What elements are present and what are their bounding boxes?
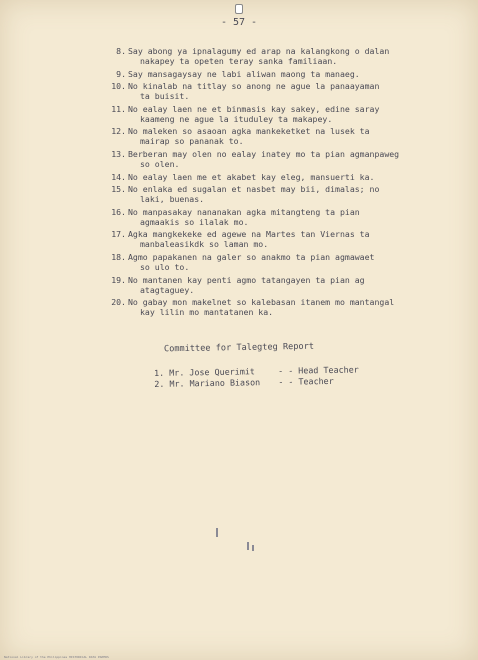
item-text-line: No kinalab na titlay so anong ne ague la panaayaman	[128, 81, 380, 92]
list-item	[106, 184, 446, 204]
item-text-line: No ealay laen me et akabet kay eleg, mansuerti ka.	[128, 171, 375, 182]
item-number: 13.	[111, 148, 126, 159]
list-item	[106, 149, 446, 169]
item-text-line: Agka mangkekeke ed agewe na Martes tan Viernas ta	[128, 229, 370, 240]
item-text-line: mairap so pananak to.	[140, 136, 244, 147]
item-text-line: Agmo papakanen na galer so anakmo ta pian agmawaet	[128, 251, 375, 262]
item-text-line: No maleken so asaoan agka mankeketket na lusek ta	[128, 126, 370, 137]
item-text-line: kaameng ne ague la ituduley ta makapey.	[140, 113, 333, 124]
list-item	[106, 104, 446, 124]
committee-member-row	[154, 375, 359, 390]
item-text-line: agmaakis so ilalak mo.	[140, 216, 249, 227]
committee-members	[154, 364, 359, 390]
list-item	[106, 172, 446, 182]
item-text-line: so olen.	[140, 158, 180, 169]
superstition-list	[106, 46, 446, 320]
list-item	[106, 275, 446, 295]
member-name: 1. Mr. Jose Querimit	[154, 366, 256, 378]
item-number: 19.	[111, 274, 126, 285]
member-role: - - Head Teacher	[277, 364, 359, 376]
item-text-line: atagtaguey.	[140, 284, 195, 295]
member-role: - - Teacher	[278, 375, 334, 387]
item-number: 18.	[111, 251, 126, 262]
item-number: 16.	[111, 206, 126, 217]
list-item	[106, 297, 446, 317]
item-text-line: No mantanen kay penti agmo tatangayen ta pian ag	[128, 274, 365, 285]
item-text-line: No ealay laen ne et binmasis kay sakey, edine saray	[128, 103, 380, 114]
item-number: 11.	[111, 103, 126, 114]
item-text-line: so ulo to.	[140, 261, 190, 272]
archive-footer: National Library of the Philippines HISTORICAL DATA PAPERS	[4, 655, 109, 659]
member-name: 2. Mr. Mariano Biason	[154, 377, 261, 389]
page-number: - 57 -	[220, 17, 258, 28]
committee-heading: Committee for Talegteg Report	[163, 341, 315, 355]
item-text-line: ta buisit.	[140, 91, 190, 102]
item-text-line: No gabay mon makelnet so kalebasan itanem mo mantangal	[128, 297, 395, 308]
item-number: 9.	[116, 68, 126, 79]
item-text-line: No manpasakay nananakan agka mitangteng ta pian	[128, 206, 360, 217]
ink-mark	[216, 528, 218, 537]
item-text-line: Say abong ya ipnalagumy ed arap na kalangkong o dalan	[128, 46, 390, 56]
item-text-line: manbaleasikdk so laman mo.	[140, 239, 269, 250]
item-number: 12.	[111, 126, 126, 137]
list-item	[106, 46, 446, 66]
item-text-line: nakapey ta opeten teray sanka familiaan.	[140, 56, 338, 66]
list-item	[106, 252, 446, 272]
list-item	[106, 207, 446, 227]
list-item	[106, 81, 446, 101]
item-text-line: Berberan may olen no ealay inatey mo ta pian agmanpaweg	[128, 148, 400, 159]
ink-mark	[252, 545, 254, 551]
item-text-line: No enlaka ed sugalan et nasbet may bii, dimalas; no	[128, 184, 380, 195]
item-number: 17.	[111, 229, 126, 240]
item-number: 15.	[111, 184, 126, 195]
item-text-line: laki, buenas.	[140, 194, 205, 205]
item-number: 14.	[111, 171, 126, 182]
item-number: 8.	[116, 46, 126, 56]
item-number: 10.	[111, 81, 126, 92]
list-item	[106, 229, 446, 249]
item-number: 20.	[111, 297, 126, 308]
item-text-line: kay lilin mo mantatanen ka.	[140, 307, 274, 318]
punch-hole	[235, 4, 243, 14]
list-item	[106, 126, 446, 146]
ink-mark	[247, 542, 249, 550]
list-item	[106, 69, 446, 79]
item-text-line: Say mansagaysay ne labi aliwan maong ta manaeg.	[128, 68, 360, 79]
